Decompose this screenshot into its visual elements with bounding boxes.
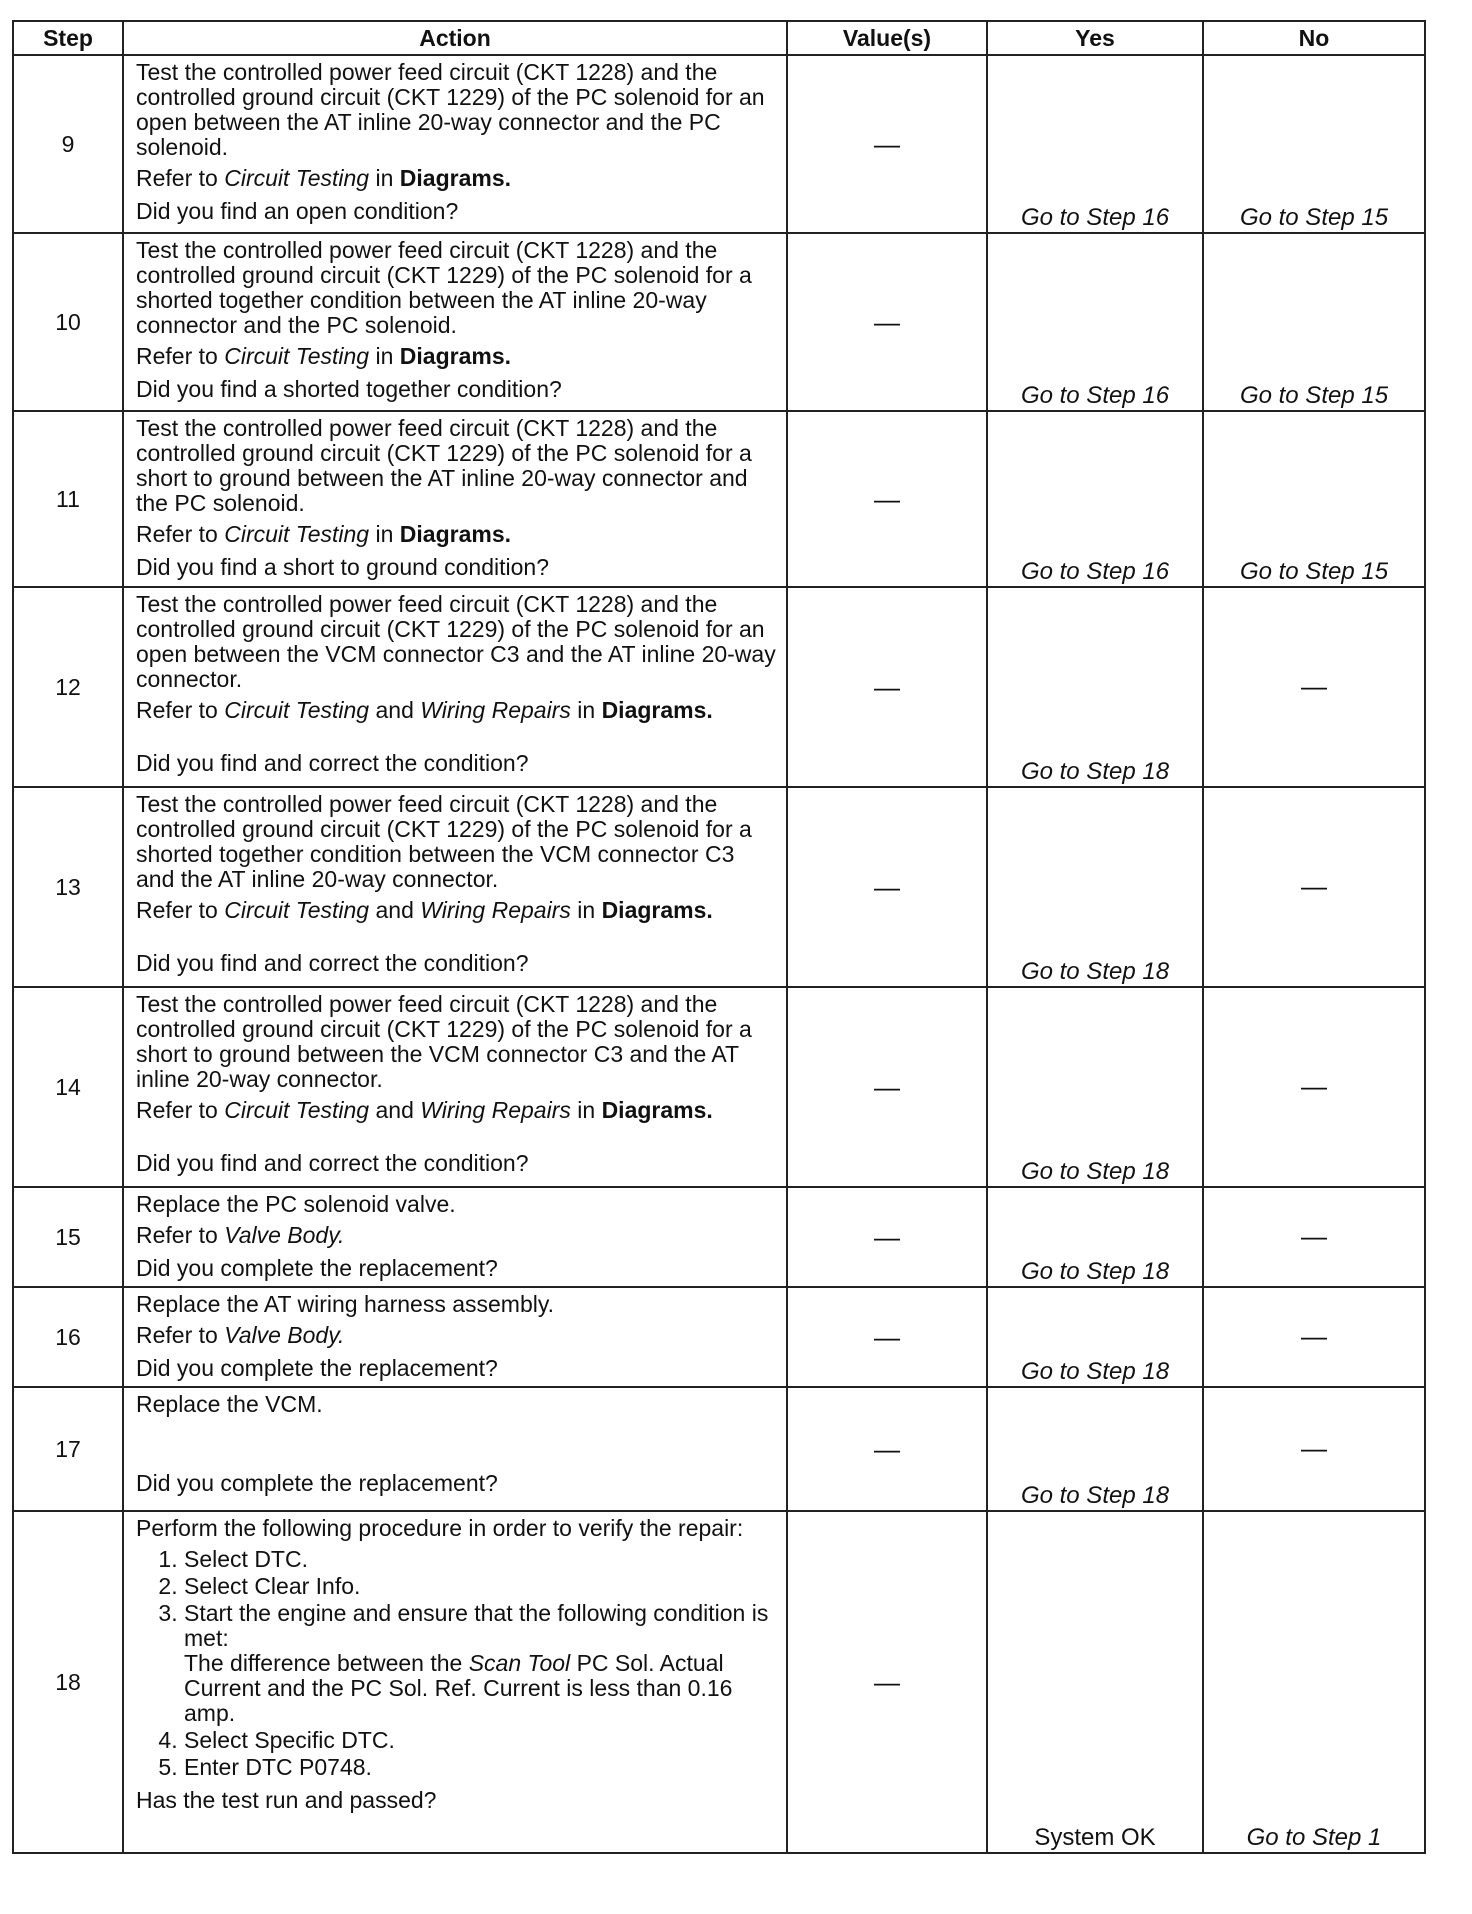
step-number: 13 <box>13 787 123 987</box>
table-row <box>13 1287 1425 1387</box>
table-row <box>13 1387 1425 1511</box>
value-cell: — <box>787 411 987 587</box>
action-text: Test the controlled power feed circuit (CKT 1228) and the controlled ground circuit (CKT 1229) of the PC solenoid for an open between the AT inline 20-way connector and the PC solenoid. <box>136 59 765 160</box>
step-number: 15 <box>13 1187 123 1287</box>
reference: Refer to Circuit Testing in Diagrams. <box>136 343 511 369</box>
value-cell: — <box>787 1387 987 1511</box>
header-step: Step <box>13 21 123 55</box>
yes-cell: Go to Step 16 <box>987 411 1203 587</box>
step-number: 12 <box>13 587 123 787</box>
no-cell: — <box>1203 1387 1425 1511</box>
table-row <box>13 411 1425 587</box>
no-cell: — <box>1203 1187 1425 1287</box>
value-cell: — <box>787 55 987 233</box>
no-cell: — <box>1203 1287 1425 1387</box>
step-number: 11 <box>13 411 123 587</box>
action-text: Test the controlled power feed circuit (CKT 1228) and the controlled ground circuit (CKT 1229) of the PC solenoid for a shorted together condition between the VCM connector C3 and the AT inline 20-way connector. <box>136 791 752 892</box>
value-cell: — <box>787 587 987 787</box>
no-cell: Go to Step 15 <box>1203 233 1425 411</box>
table-row <box>13 587 1425 787</box>
action-question: Has the test run and passed? <box>136 1787 437 1813</box>
header-values: Value(s) <box>787 21 987 55</box>
header-action: Action <box>123 21 787 55</box>
no-cell: Go to Step 15 <box>1203 411 1425 587</box>
action-cell <box>123 1187 787 1287</box>
action-question: Did you find an open condition? <box>136 198 459 224</box>
list-item: 3. Start the engine and ensure that the following condition is met: The difference between the Scan Tool PC Sol. Actual Current and the PC Sol. Ref. Current is less than 0.16 amp. <box>184 1601 778 1726</box>
action-question: Did you find and correct the condition? <box>136 1150 529 1176</box>
reference: Refer to Circuit Testing and Wiring Repairs in Diagrams. <box>136 1097 713 1123</box>
step-number: 9 <box>13 55 123 233</box>
action-text: Replace the VCM. <box>136 1391 323 1417</box>
reference: Refer to Valve Body. <box>136 1222 345 1248</box>
header-no: No <box>1203 21 1425 55</box>
yes-cell: Go to Step 16 <box>987 233 1203 411</box>
list-item: 5. Enter DTC P0748. <box>184 1755 778 1780</box>
yes-cell: Go to Step 18 <box>987 787 1203 987</box>
reference: Refer to Circuit Testing in Diagrams. <box>136 165 511 191</box>
action-question: Did you find a shorted together condition? <box>136 376 562 402</box>
step-number: 17 <box>13 1387 123 1511</box>
value-cell: — <box>787 1511 987 1853</box>
table-row <box>13 55 1425 233</box>
list-item: 2. Select Clear Info. <box>184 1574 778 1599</box>
action-question: Did you find a short to ground condition? <box>136 554 549 580</box>
table-row <box>13 1511 1425 1853</box>
yes-cell: Go to Step 18 <box>987 587 1203 787</box>
no-cell: — <box>1203 987 1425 1187</box>
header-yes: Yes <box>987 21 1203 55</box>
action-text: Test the controlled power feed circuit (CKT 1228) and the controlled ground circuit (CKT 1229) of the PC solenoid for a short to ground between the VCM connector C3 and the AT inline 20-way connector. <box>136 991 752 1092</box>
action-text: Test the controlled power feed circuit (CKT 1228) and the controlled ground circuit (CKT 1229) of the PC solenoid for an open between the VCM connector C3 and the AT inline 20-way connector. <box>136 591 776 692</box>
yes-cell: Go to Step 16 <box>987 55 1203 233</box>
reference: Refer to Valve Body. <box>136 1322 345 1348</box>
yes-cell: Go to Step 18 <box>987 1287 1203 1387</box>
action-question: Did you find and correct the condition? <box>136 950 529 976</box>
no-cell: — <box>1203 787 1425 987</box>
action-cell <box>123 1387 787 1511</box>
value-cell: — <box>787 233 987 411</box>
action-question: Did you complete the replacement? <box>136 1470 498 1496</box>
table-row <box>13 987 1425 1187</box>
action-text: Test the controlled power feed circuit (CKT 1228) and the controlled ground circuit (CKT 1229) of the PC solenoid for a short to ground between the AT inline 20-way connector and the PC solenoid. <box>136 415 752 516</box>
action-cell <box>123 233 787 411</box>
value-cell: — <box>787 1287 987 1387</box>
action-question: Did you complete the replacement? <box>136 1255 498 1281</box>
header-row <box>13 21 1425 55</box>
action-cell <box>123 1287 787 1387</box>
action-cell <box>123 1511 787 1853</box>
reference: Refer to Circuit Testing and Wiring Repairs in Diagrams. <box>136 897 713 923</box>
yes-cell: Go to Step 18 <box>987 1387 1203 1511</box>
action-cell <box>123 411 787 587</box>
step-number: 10 <box>13 233 123 411</box>
step-number: 14 <box>13 987 123 1187</box>
action-text: Perform the following procedure in order to verify the repair: <box>136 1515 744 1541</box>
no-cell: Go to Step 1 <box>1203 1511 1425 1853</box>
procedure-list <box>136 1547 778 1780</box>
no-cell: Go to Step 15 <box>1203 55 1425 233</box>
yes-cell: System OK <box>987 1511 1203 1853</box>
table-row <box>13 787 1425 987</box>
action-cell <box>123 987 787 1187</box>
list-item: 1. Select DTC. <box>184 1547 778 1572</box>
reference: Refer to Circuit Testing and Wiring Repairs in Diagrams. <box>136 697 713 723</box>
action-cell <box>123 587 787 787</box>
yes-cell: Go to Step 18 <box>987 987 1203 1187</box>
value-cell: — <box>787 987 987 1187</box>
action-question: Did you complete the replacement? <box>136 1355 498 1381</box>
table-row <box>13 1187 1425 1287</box>
condition-note: The difference between the Scan Tool PC Sol. Actual Current and the PC Sol. Ref. Current is less than 0.16 amp. <box>184 1650 733 1726</box>
action-text: Test the controlled power feed circuit (CKT 1228) and the controlled ground circuit (CKT 1229) of the PC solenoid for a shorted together condition between the AT inline 20-way connector and the PC solenoid. <box>136 237 752 338</box>
reference: Refer to Circuit Testing in Diagrams. <box>136 521 511 547</box>
action-text: Replace the AT wiring harness assembly. <box>136 1291 555 1317</box>
table-row <box>13 233 1425 411</box>
diagnostic-table <box>12 20 1426 1854</box>
step-number: 16 <box>13 1287 123 1387</box>
action-cell <box>123 787 787 987</box>
no-cell: — <box>1203 587 1425 787</box>
step-number: 18 <box>13 1511 123 1853</box>
action-cell <box>123 55 787 233</box>
value-cell: — <box>787 787 987 987</box>
action-text: Replace the PC solenoid valve. <box>136 1191 456 1217</box>
value-cell: — <box>787 1187 987 1287</box>
action-question: Did you find and correct the condition? <box>136 750 529 776</box>
yes-cell: Go to Step 18 <box>987 1187 1203 1287</box>
list-item: 4. Select Specific DTC. <box>184 1728 778 1753</box>
